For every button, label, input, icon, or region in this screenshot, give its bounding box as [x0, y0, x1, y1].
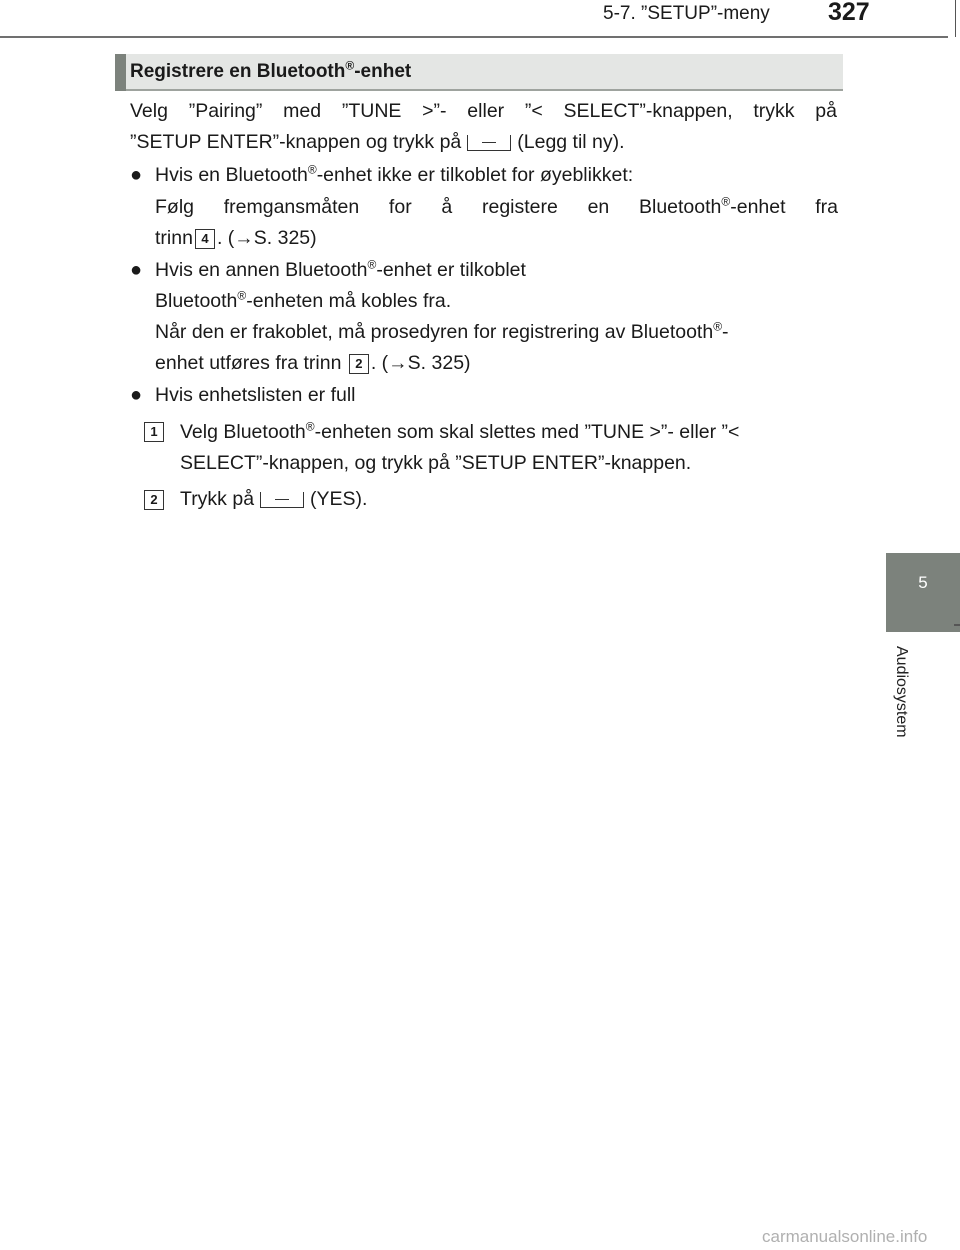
bullet1-line-2: Følg fremgansmåten for å registere en Bluetooth®-enhet fra	[155, 194, 839, 218]
intro-line-2: ”SETUP ENTER”-knappen og trykk på (Legg til ny).	[130, 131, 625, 153]
step1-line-1: Velg Bluetooth®-enheten som skal slettes med ”TUNE >”- eller ”<	[180, 419, 740, 443]
step-reference: 2	[349, 354, 369, 374]
chapter-label: Audiosystem	[893, 646, 910, 738]
step1-line-2: SELECT”-knappen, og trykk på ”SETUP ENTER”-knappen.	[180, 452, 692, 474]
bullet3-line: Hvis enhetslisten er full	[155, 384, 356, 406]
corner-mark	[955, 0, 956, 37]
step-number: 2	[144, 490, 164, 510]
bullet-icon: ●	[130, 384, 143, 406]
bullet1-line-1: Hvis en Bluetooth®-enhet ikke er tilkoblet for øyeblikket:	[155, 162, 634, 186]
bullet-icon: ●	[130, 259, 143, 281]
corner-mark	[954, 624, 960, 626]
page-number: 327	[828, 0, 870, 26]
section-header	[115, 54, 843, 91]
bullet2-line-4: enhet utføres fra trinn 2 . (→S. 325)	[155, 352, 471, 374]
step-number: 1	[144, 422, 164, 442]
bullet-icon: ●	[130, 164, 143, 186]
step-reference: 4	[195, 229, 215, 249]
header-title: 5-7. ”SETUP”-meny	[603, 3, 770, 24]
intro-line-1: Velg ”Pairing” med ”TUNE >”- eller ”< SELECT”-knappen, trykk på	[130, 100, 837, 122]
button-symbol-icon	[260, 492, 304, 508]
watermark: carmanualsonline.info	[762, 1227, 928, 1246]
section-header-bar	[115, 54, 126, 91]
step2-line: Trykk på (YES).	[180, 488, 368, 510]
bullet2-line-1: Hvis en annen Bluetooth®-enhet er tilkoblet	[155, 257, 526, 281]
header-rule	[0, 36, 948, 38]
bullet2-line-3: Når den er frakoblet, må prosedyren for registrering av Bluetooth®-	[155, 319, 729, 343]
section-title: Registrere en Bluetooth®-enhet	[130, 58, 412, 82]
bullet2-line-2: Bluetooth®-enheten må kobles fra.	[155, 288, 452, 312]
bullet1-line-3: trinn 4 . (→S. 325)	[155, 227, 317, 249]
chapter-tab: 5	[886, 553, 960, 632]
button-symbol-icon	[467, 135, 511, 151]
